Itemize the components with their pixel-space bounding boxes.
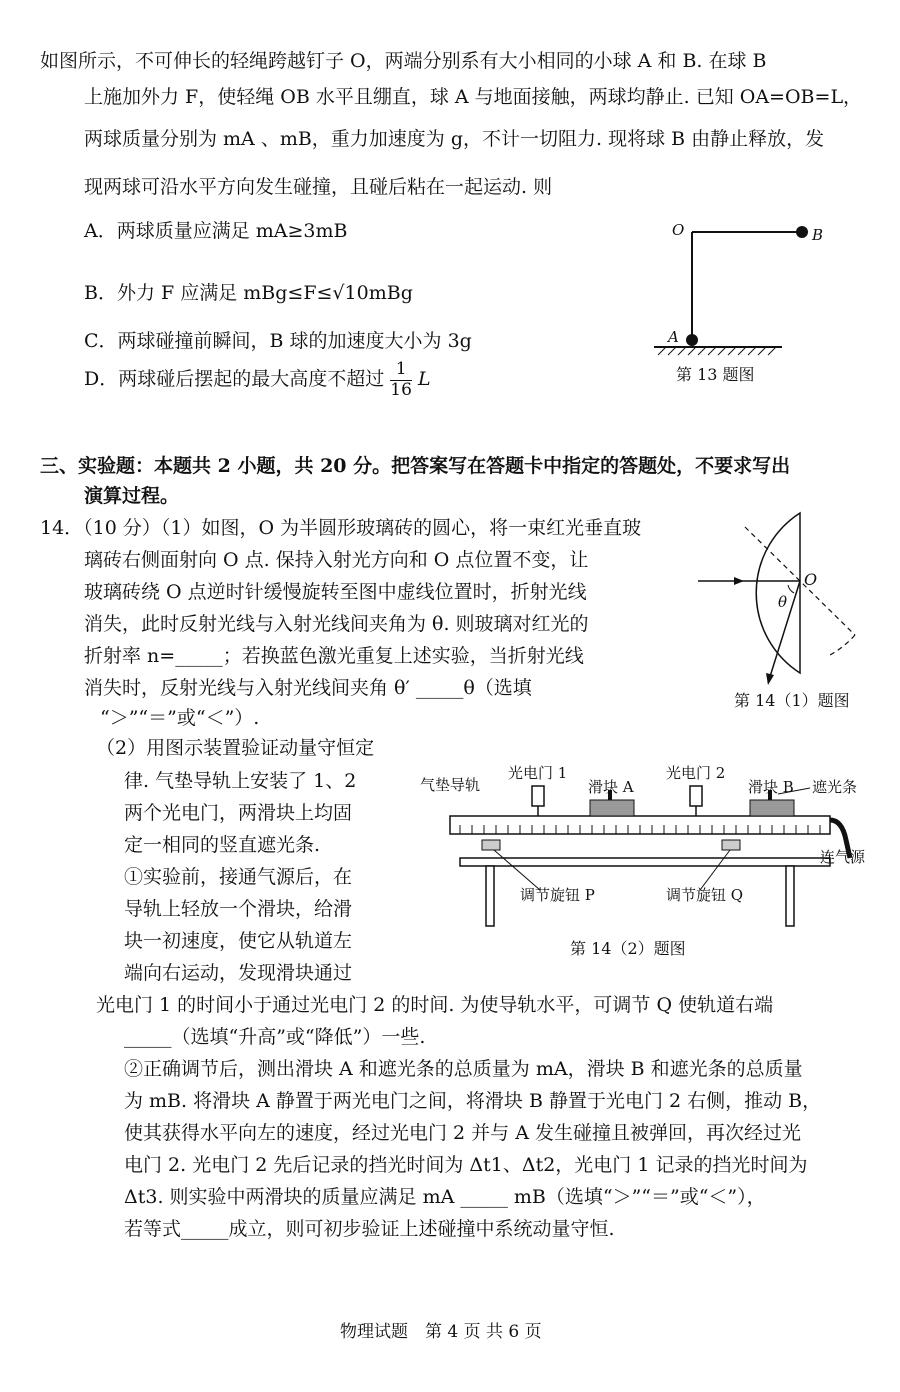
q14-line4: 消失，此时反射光线与入射光线间夹角为 θ. 则玻璃对红光的: [84, 613, 589, 635]
label-a: A: [668, 328, 679, 346]
q14-line5: 折射率 n=_____；若换蓝色激光重复上述实验，当折射光线: [84, 645, 584, 667]
photogate-2: [690, 786, 702, 806]
q14-2-line6: 导轨上轻放一个滑块，给滑: [124, 898, 353, 920]
label-air-source: 连气源: [820, 848, 866, 866]
label-o: O: [804, 570, 818, 589]
q14-2-line5: ①实验前，接通气源后，在: [124, 866, 353, 888]
rotated-arc-dashed: [830, 635, 855, 655]
knob-q-leader: [700, 850, 730, 890]
q14-2-line14: 电门 2. 光电门 2 先后记录的挡光时间为 Δt1、Δt2，光电门 1 记录的挡光时间为: [124, 1154, 808, 1176]
q14-line6: 消失时，反射光线与入射光线间夹角 θ′ _____θ（选填: [84, 677, 532, 699]
label-air-track: 气垫导轨: [420, 776, 481, 794]
q14-line7: “＞”“＝”或“＜”）.: [100, 707, 260, 729]
label-knob-q: 调节旋钮 Q: [666, 886, 744, 904]
q13-figure-caption: 第 13 题图: [676, 365, 755, 384]
q14-2-line8: 端向右运动，发现滑块通过: [124, 962, 353, 984]
q13-line1: 如图所示，不可伸长的轻绳跨越钉子 O，两端分别系有大小相同的小球 A 和 B. 在球 B: [40, 50, 767, 72]
q14-2-line9: 光电门 1 的时间小于通过光电门 2 的时间. 为使导轨水平，可调节 Q 使轨道右端: [96, 994, 774, 1016]
q14-2-line2: 律. 气垫导轨上安装了 1、2: [124, 770, 357, 792]
q14-2-line3: 两个光电门，两滑块上均固: [124, 802, 353, 824]
photogate-1: [532, 786, 544, 806]
ball-a: [686, 334, 698, 346]
q14-line1: 14．（10 分）（1）如图，O 为半圆形玻璃砖的圆心，将一束红光垂直玻: [40, 517, 642, 539]
table-leg-left: [486, 866, 494, 926]
table-top: [460, 858, 830, 866]
label-slider-b: 滑块 B: [748, 778, 794, 796]
q13-option-d: [84, 360, 431, 400]
q14-line3: 玻璃砖绕 O 点逆时针缓慢旋转至图中虚线位置时，折射光线: [84, 581, 587, 603]
label-knob-p: 调节旋钮 P: [520, 886, 595, 904]
slider-b: [750, 800, 794, 816]
fraction-numerator: 1: [390, 360, 412, 381]
q14-2-line10: _____（选填“升高”或“降低”）一些.: [124, 1026, 426, 1048]
q13-option-b: B．外力 F 应满足 mBg≤F≤√10mBg: [84, 282, 413, 304]
table-leg-right: [786, 866, 794, 926]
q14-line2: 璃砖右侧面射向 O 点. 保持入射光方向和 O 点位置不变，让: [84, 549, 589, 571]
ball-b: [796, 226, 808, 238]
q14-2-figure: [410, 760, 890, 950]
q14-2-line15: Δt3. 则实验中两滑块的质量应满足 mA _____ mB（选填“＞”“＝”或“＜”），: [124, 1186, 766, 1208]
q13-option-c: C．两球碰撞前瞬间，B 球的加速度大小为 3g: [84, 330, 472, 352]
section3-heading-cont: 演算过程。: [84, 485, 180, 507]
label-strip: 遮光条: [812, 778, 858, 796]
knob-p: [482, 840, 500, 850]
q13-option-d-unit: L: [417, 368, 431, 391]
knob-q: [722, 840, 740, 850]
fraction-denominator: 16: [390, 379, 412, 400]
q14-2-line13: 使其获得水平向左的速度，经过光电门 2 并与 A 发生碰撞且被弹回，再次经过光: [124, 1122, 801, 1144]
q13-option-d-fraction: [390, 360, 412, 400]
section3-heading: 三、实验题：本题共 2 小题，共 20 分。把答案写在答题卡中指定的答题处，不要求写出: [40, 455, 791, 477]
label-o: O: [672, 221, 685, 239]
q14-1-figure: [690, 505, 880, 690]
ground-hatch: [658, 347, 776, 355]
theta-arc: [788, 585, 794, 593]
q13-option-a: A．两球质量应满足 mA≥3mB: [84, 220, 348, 242]
q13-line4: 现两球可沿水平方向发生碰撞，且碰后粘在一起运动. 则: [84, 176, 553, 198]
q14-2-line1: （2）用图示装置验证动量守恒定: [96, 737, 375, 759]
q14-2-line12: 为 mB. 将滑块 A 静置于两光电门之间，将滑块 B 静置于光电门 2 右侧，推动 B，: [124, 1090, 822, 1112]
q14-2-line7: 块一初速度，使它从轨道左: [124, 930, 353, 952]
q13-line2: 上施加外力 F，使轻绳 OB 水平且绷直，球 A 与地面接触，两球均静止. 已知 OA=OB=L，: [84, 86, 863, 108]
q14-2-line16: 若等式_____成立，则可初步验证上述碰撞中系统动量守恒.: [124, 1218, 615, 1240]
label-b: B: [812, 226, 824, 244]
q13-option-d-text: D．两球碰后摆起的最大高度不超过: [84, 368, 385, 391]
q14-2-figure-caption: 第 14（2）题图: [570, 939, 686, 958]
slider-a: [590, 800, 634, 816]
label-slider-a: 滑块 A: [588, 778, 634, 796]
knob-p-leader: [494, 850, 540, 890]
q14-2-line11: ②正确调节后，测出滑块 A 和遮光条的总质量为 mA，滑块 B 和遮光条的总质量: [124, 1058, 803, 1080]
reflected-arrow: [766, 673, 774, 685]
q14-2-line4: 定一相同的竖直遮光条.: [124, 834, 321, 856]
label-theta: θ: [778, 593, 788, 611]
page-footer: 物理试题 第 4 页 共 6 页: [340, 1322, 542, 1342]
q13-line3: 两球质量分别为 mA 、mB，重力加速度为 g，不计一切阻力. 现将球 B 由静止释放，发: [84, 128, 825, 150]
incident-arrow: [734, 577, 744, 585]
q13-figure: [640, 210, 840, 360]
label-gate1: 光电门 1: [508, 764, 568, 782]
label-gate2: 光电门 2: [666, 764, 726, 782]
q14-1-figure-caption: 第 14（1）题图: [734, 691, 850, 710]
